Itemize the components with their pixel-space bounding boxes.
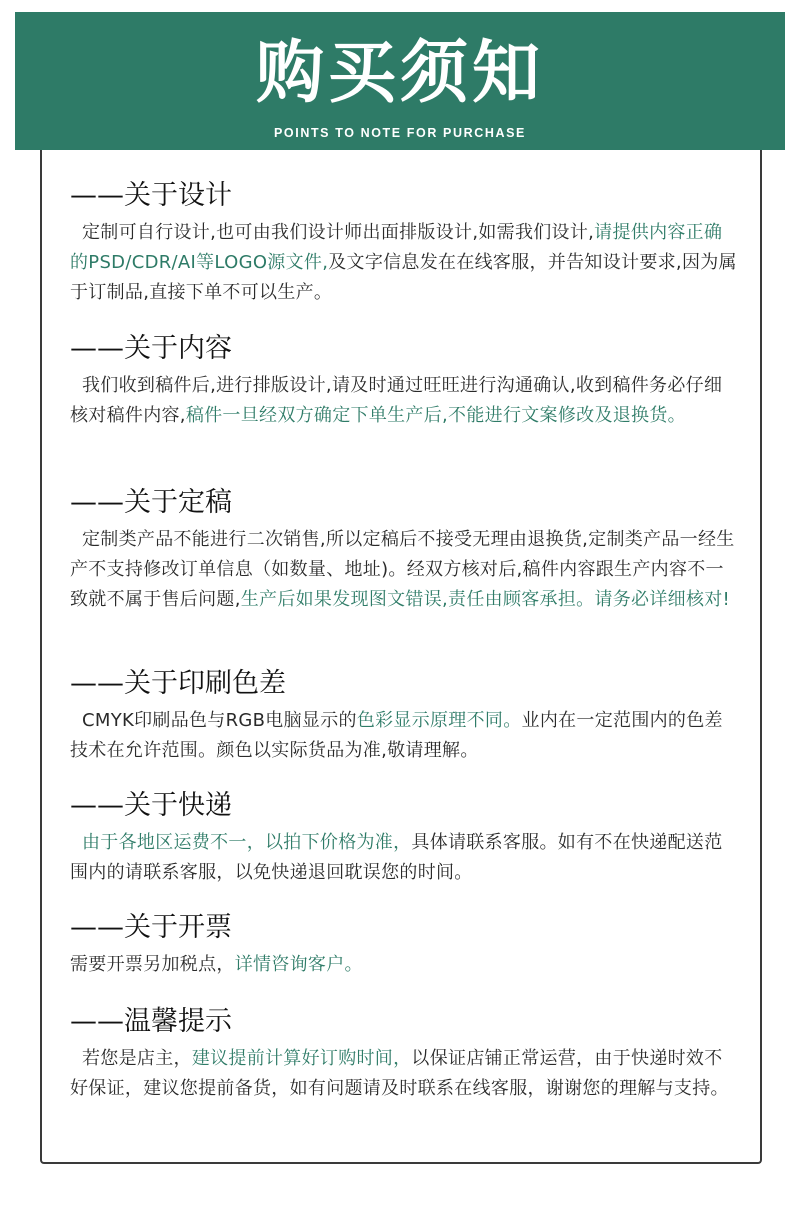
section-body bbox=[70, 828, 740, 888]
body-text: 具体请联系客服。如有不在快递配送范围内的请联系客服，以免快递退回耽误您的时间。 bbox=[70, 832, 723, 883]
body-text: 业内在一定范围内的色差技术在允许范围。颜色以实际货品为准,敬请理解。 bbox=[70, 710, 723, 761]
highlight-text: 请提供内容正确的PSD/CDR/AI等LOGO源文件, bbox=[70, 222, 723, 273]
section-final-draft bbox=[70, 487, 740, 615]
highlight-text: 色彩显示原理不同。 bbox=[356, 710, 522, 731]
body-text: 定制可自行设计,也可由我们设计师出面排版设计,如需我们设计, bbox=[82, 222, 595, 243]
page-subtitle: POINTS TO NOTE FOR PURCHASE bbox=[273, 126, 526, 140]
section-heading: ——关于开票 bbox=[70, 912, 232, 943]
body-text: 若您是店主， bbox=[82, 1048, 192, 1069]
section-body bbox=[70, 525, 740, 615]
section-heading: ——关于印刷色差 bbox=[70, 668, 286, 699]
section-heading: ——关于设计 bbox=[70, 180, 232, 211]
section-heading: ——关于定稿 bbox=[70, 487, 232, 518]
section-body bbox=[70, 371, 740, 431]
section-body bbox=[70, 218, 740, 308]
body-text: 及文字信息发在在线客服，并告知设计要求,因为属于订制品,直接下单不可以生产。 bbox=[70, 252, 737, 303]
highlight-text: 建议提前计算好订购时间， bbox=[191, 1048, 412, 1069]
section-heading: ——温馨提示 bbox=[70, 1006, 232, 1037]
body-text: 我们收到稿件后,进行排版设计,请及时通过旺旺进行沟通确认,收到稿件务必仔细核对稿件内容, bbox=[70, 375, 723, 426]
section-body bbox=[70, 706, 740, 766]
section-body bbox=[70, 950, 740, 980]
section-delivery bbox=[70, 790, 740, 888]
section-heading: ——关于快递 bbox=[70, 790, 232, 821]
section-content bbox=[70, 333, 740, 431]
highlight-text: 生产后如果发现图文错误,责任由顾客承担。请务必详细核对! bbox=[240, 589, 731, 610]
section-invoice bbox=[70, 912, 740, 980]
header-banner bbox=[15, 12, 785, 150]
highlight-text: 详情咨询客户。 bbox=[234, 954, 363, 975]
section-design bbox=[70, 180, 740, 308]
body-text: 定制类产品不能进行二次销售,所以定稿后不接受无理由退换货,定制类产品一经生产不支持修改订单信息（如数量、地址)。经双方核对后,稿件内容跟生产内容不一致就不属于售后问题, bbox=[70, 529, 735, 610]
body-text: 以保证店铺正常运营，由于快递时效不好保证，建议您提前备货，如有问题请及时联系在线客服，谢谢您的理解与支持。 bbox=[70, 1048, 729, 1099]
body-text: 需要开票另加税点， bbox=[70, 954, 235, 975]
highlight-text: 稿件一旦经双方确定下单生产后,不能进行文案修改及退换货。 bbox=[185, 405, 686, 426]
highlight-text: 由于各地区运费不一，以拍下价格为准， bbox=[82, 832, 412, 853]
section-tips bbox=[70, 1006, 740, 1104]
section-body bbox=[70, 1044, 740, 1104]
body-text: CMYK印刷品色与RGB电脑显示的 bbox=[82, 710, 357, 731]
section-print-color bbox=[70, 668, 740, 766]
section-heading: ——关于内容 bbox=[70, 333, 232, 364]
page-title: 购买须知 bbox=[255, 34, 544, 113]
